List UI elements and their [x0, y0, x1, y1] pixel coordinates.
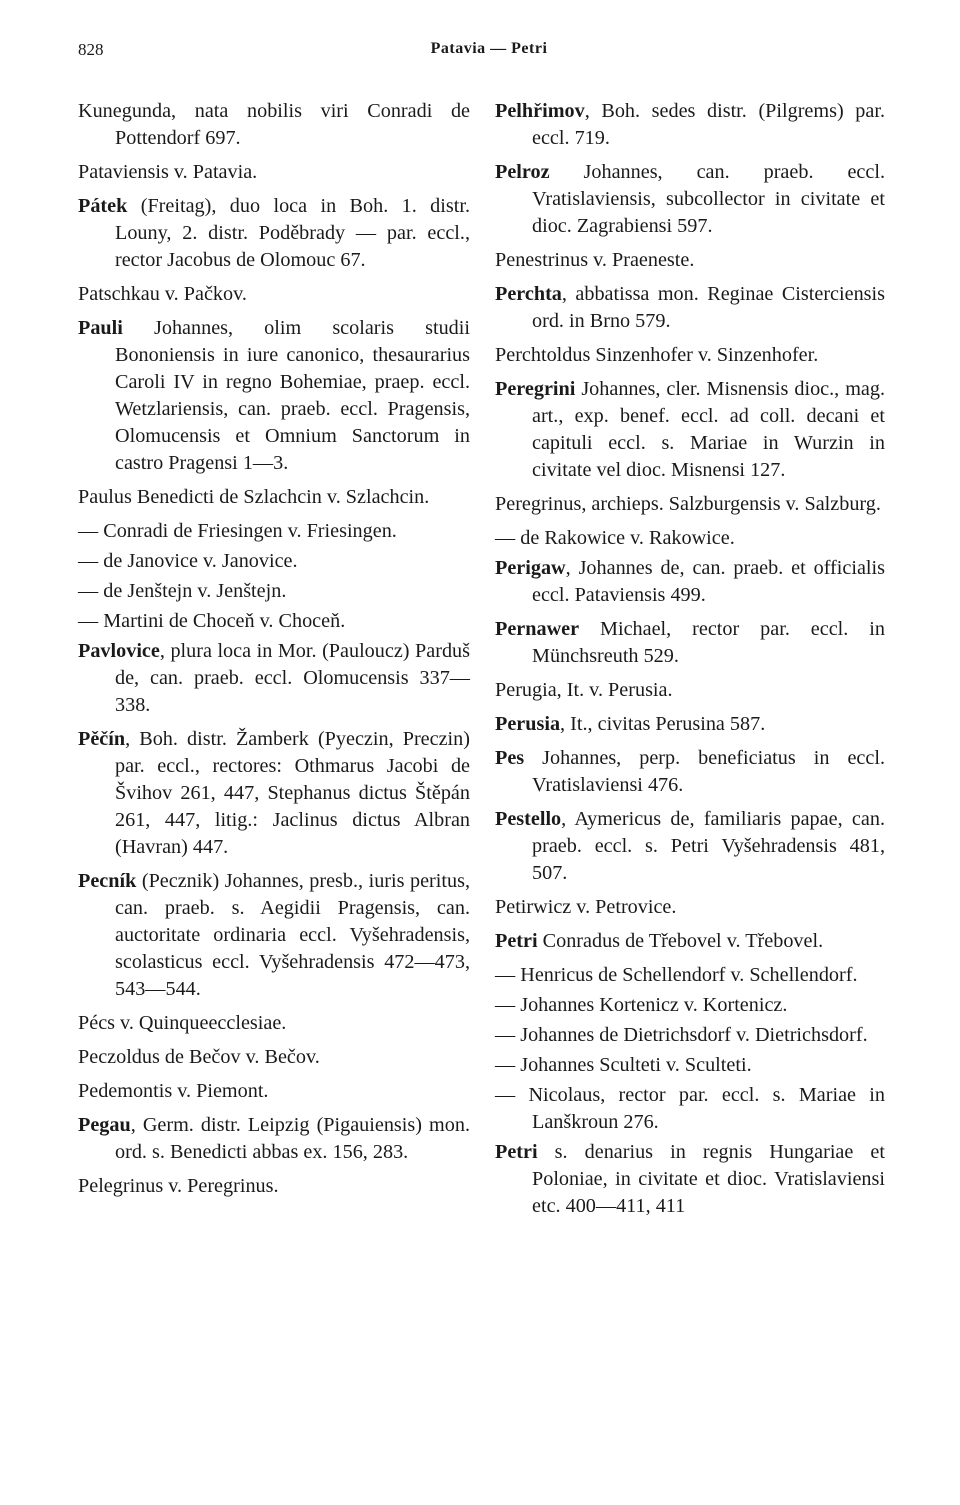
entry-text: — Nicolaus, rector par. eccl. s. Mariae in Lanškroun 276.: [495, 1084, 885, 1133]
entry-headword: Pěčín: [78, 728, 126, 750]
index-entry: [495, 1052, 885, 1079]
index-entry: [78, 1112, 470, 1166]
index-entry: [78, 1078, 470, 1105]
entry-text: s. denarius in regnis Hungariae et Poloniae, in civitate et dioc. Vratislaviensi etc. 400—411, 411: [532, 1141, 885, 1217]
index-entry: [495, 1139, 885, 1220]
entry-text: Peczoldus de Bečov v. Bečov.: [78, 1046, 320, 1068]
index-entry: [78, 484, 470, 511]
index-entry: [78, 638, 470, 719]
entry-text: Johannes, olim scolaris studii Bononiensis in iure canonico, thesaurarius Caroli IV in regno Bohemiae, praep. eccl. Wetzlariensis, can. praeb. eccl. Pragensis, Olomucensis et Omnium Sanctorum in castro Pragensi 1—3.: [115, 317, 470, 474]
entry-text: , Boh. sedes distr. (Pilgrems) par. eccl. 719.: [532, 100, 885, 149]
entry-text: Johannes, cler. Misnensis dioc., mag. art., exp. benef. eccl. ad coll. decani et capituli eccl. s. Mariae in Wurzin in civitate vel dioc. Misnensi 127.: [532, 378, 885, 481]
entry-headword: Petri: [495, 930, 538, 952]
entry-headword: Pauli: [78, 317, 123, 339]
entry-headword: Pernawer: [495, 618, 580, 640]
index-entry: [495, 98, 885, 152]
entry-text: Paulus Benedicti de Szlachcin v. Szlachcin.: [78, 486, 430, 508]
index-entry: [495, 677, 885, 704]
entry-text: — Johannes de Dietrichsdorf v. Dietrichsdorf.: [495, 1024, 868, 1046]
index-entry: [78, 726, 470, 861]
index-entry: [78, 1044, 470, 1071]
entry-headword: Pestello: [495, 808, 562, 830]
index-entry: [495, 806, 885, 887]
entry-text: Johannes, can. praeb. eccl. Vratislaviensis, subcollector in civitate et dioc. Zagrabiensi 597.: [532, 161, 885, 237]
entry-text: — Martini de Choceň v. Choceň.: [78, 610, 346, 632]
entry-text: , Aymericus de, familiaris papae, can. praeb. eccl. s. Petri Vyšehradensis 481, 507.: [532, 808, 885, 884]
index-entry: [495, 745, 885, 799]
index-entry: [495, 992, 885, 1019]
index-entry: [78, 578, 470, 605]
entry-headword: Pecník: [78, 870, 137, 892]
index-entry: [495, 928, 885, 955]
index-entry: [495, 616, 885, 670]
entry-text: , Johannes de, can. praeb. et officialis eccl. Pataviensis 499.: [532, 557, 885, 606]
index-entry: [78, 1010, 470, 1037]
entry-text: Conradus de Třebovel v. Třebovel.: [537, 930, 824, 952]
index-entry: [78, 193, 470, 274]
index-entry: [495, 894, 885, 921]
entry-text: Petirwicz v. Petrovice.: [495, 896, 677, 918]
index-entry: [495, 1022, 885, 1049]
right-column: [495, 98, 885, 1227]
index-entry: [78, 281, 470, 308]
entry-text: , It., civitas Perusina 587.: [560, 713, 766, 735]
entry-headword: Petri: [495, 1141, 538, 1163]
entry-text: Perugia, It. v. Perusia.: [495, 679, 673, 701]
index-entry: [495, 525, 885, 552]
index-entry: [495, 555, 885, 609]
entry-text: Pelegrinus v. Peregrinus.: [78, 1175, 279, 1197]
entry-text: — Henricus de Schellendorf v. Schellendorf.: [495, 964, 858, 986]
entry-headword: Pátek: [78, 195, 128, 217]
index-entry: [78, 98, 470, 152]
entry-headword: Pelroz: [495, 161, 550, 183]
page-header: [78, 40, 900, 68]
index-entry: [495, 159, 885, 240]
entry-text: — de Jenštejn v. Jenštejn.: [78, 580, 287, 602]
entry-headword: Pavlovice: [78, 640, 160, 662]
entry-text: Patschkau v. Pačkov.: [78, 283, 247, 305]
index-entry: [78, 608, 470, 635]
entry-text: Pedemontis v. Piemont.: [78, 1080, 269, 1102]
index-entry: [495, 1082, 885, 1136]
entry-text: — de Janovice v. Janovice.: [78, 550, 298, 572]
index-entry: [78, 518, 470, 545]
entry-text: , Boh. distr. Žamberk (Pyeczin, Preczin) par. eccl., rectores: Othmarus Jacobi de Švihov 261, 447, Stephanus dictus Štěpán 261, 447, litig.: Jaclinus dictus Albran (Havran) 447.: [115, 728, 470, 858]
index-entry: [78, 868, 470, 1003]
index-entry: [78, 315, 470, 477]
entry-text: (Pecznik) Johannes, presb., iuris peritus, can. praeb. s. Aegidii Pragensis, can. auctoritate ordinaria eccl. Vyšehradensis, scolasticus eccl. Vyšehradensis 472—473, 543—544.: [115, 870, 470, 1000]
entry-text: Pécs v. Quinqueecclesiae.: [78, 1012, 287, 1034]
index-entry: [495, 491, 885, 518]
index-entry: [78, 1173, 470, 1200]
entry-headword: Perigaw: [495, 557, 566, 579]
entry-text: Perchtoldus Sinzenhofer v. Sinzenhofer.: [495, 344, 819, 366]
index-entry: [78, 548, 470, 575]
entry-text: Pataviensis v. Patavia.: [78, 161, 258, 183]
entry-text: Penestrinus v. Praeneste.: [495, 249, 695, 271]
index-entry: [495, 711, 885, 738]
page-number: 828: [78, 40, 104, 59]
index-entry: [78, 159, 470, 186]
entry-headword: Pes: [495, 747, 525, 769]
entry-headword: Pegau: [78, 1114, 131, 1136]
entry-text: Michael, rector par. eccl. in Münchsreuth 529.: [532, 618, 885, 667]
left-column: [78, 98, 470, 1207]
entry-text: Johannes, perp. beneficiatus in eccl. Vratislaviensi 476.: [524, 747, 885, 796]
index-entry: [495, 376, 885, 484]
entry-headword: Perusia: [495, 713, 561, 735]
entry-text: — Conradi de Friesingen v. Friesingen.: [78, 520, 397, 542]
index-entry: [495, 247, 885, 274]
entry-text: Peregrinus, archieps. Salzburgensis v. Salzburg.: [495, 493, 881, 515]
entry-text: , Germ. distr. Leipzig (Pigauiensis) mon. ord. s. Benedicti abbas ex. 156, 283.: [115, 1114, 470, 1163]
entry-text: — Johannes Sculteti v. Sculteti.: [495, 1054, 752, 1076]
index-entry: [495, 342, 885, 369]
entry-text: (Freitag), duo loca in Boh. 1. distr. Louny, 2. distr. Poděbrady — par. eccl., rector Jacobus de Olomouc 67.: [115, 195, 470, 271]
entry-text: — de Rakowice v. Rakowice.: [495, 527, 735, 549]
entry-headword: Pelhřimov: [495, 100, 585, 122]
running-head: Patavia — Petri: [430, 40, 548, 57]
entry-text: , abbatissa mon. Reginae Cisterciensis ord. in Brno 579.: [532, 283, 885, 332]
index-entry: [495, 281, 885, 335]
entry-headword: Peregrini: [495, 378, 576, 400]
entry-headword: Perchta: [495, 283, 562, 305]
index-entry: [495, 962, 885, 989]
entry-text: Kunegunda, nata nobilis viri Conradi de Pottendorf 697.: [78, 100, 470, 149]
entry-text: — Johannes Kortenicz v. Kortenicz.: [495, 994, 788, 1016]
entry-text: , plura loca in Mor. (Pauloucz) Parduš de, can. praeb. eccl. Olomucensis 337—338.: [115, 640, 470, 716]
